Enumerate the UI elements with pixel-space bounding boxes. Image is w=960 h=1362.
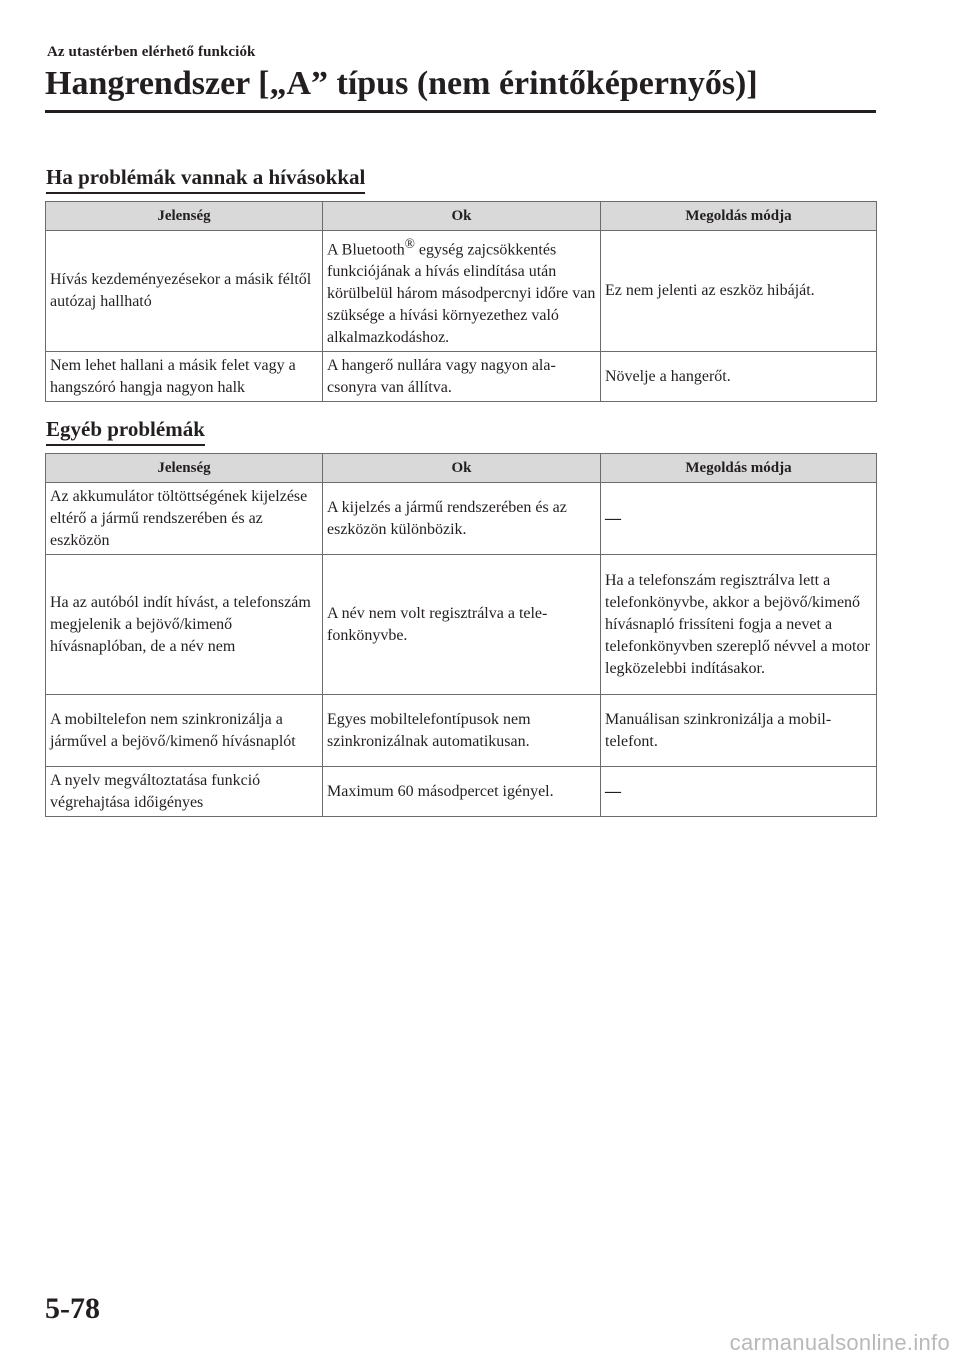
table-row bbox=[46, 352, 877, 402]
solution-cell: Ha a telefonszám regisztrálva lett a telefonkönyvbe, akkor a bejövő/kimenő hívásnapló frissíteni fogja a nevet a telefonkönyvben szereplő névvel a motor legközelebbi indításakor. bbox=[601, 555, 877, 695]
table-row bbox=[46, 231, 877, 352]
table-row bbox=[46, 555, 877, 695]
solution-cell: Növelje a hangerőt. bbox=[601, 352, 877, 402]
page-number: 5-78 bbox=[45, 1292, 100, 1325]
symptom-cell: A mobiltelefon nem szinkronizálja a járművel a bejövő/kimenő hívásnaplót bbox=[46, 695, 323, 767]
section-heading-calls: Ha problémák vannak a hívásokkal bbox=[46, 164, 365, 194]
header-solution: Megoldás módja bbox=[601, 454, 877, 483]
cause-cell: A név nem volt regisztrálva a telefonkönyvbe. bbox=[323, 555, 601, 695]
table-header-row bbox=[46, 454, 877, 483]
cause-cell: Maximum 60 másodpercet igényel. bbox=[323, 767, 601, 817]
page-title: Hangrendszer [„A” típus (nem érintőképernyős)] bbox=[45, 65, 758, 102]
section-heading-other: Egyéb problémák bbox=[46, 416, 205, 446]
table-header-row bbox=[46, 202, 877, 231]
cause-cell: A kijelzés a jármű rendszerében és az eszközön különbözik. bbox=[323, 483, 601, 555]
header-solution: Megoldás módja bbox=[601, 202, 877, 231]
cause-cell: A hangerő nullára vagy nagyon alacsonyra van állítva. bbox=[323, 352, 601, 402]
symptom-cell: Nem lehet hallani a másik felet vagy a hangszóró hangja nagyon halk bbox=[46, 352, 323, 402]
watermark: carmanualsonline.info bbox=[729, 1330, 950, 1355]
cause-cell: Egyes mobiltelefontípusok nem szinkronizálnak automatikusan. bbox=[323, 695, 601, 767]
table-row bbox=[46, 695, 877, 767]
header-cause: Ok bbox=[323, 454, 601, 483]
table-row bbox=[46, 767, 877, 817]
symptom-cell: Hívás kezdeményezésekor a másik féltől autózaj hallható bbox=[46, 231, 323, 352]
cause-text: A Bluetooth bbox=[327, 241, 405, 259]
solution-cell: — bbox=[601, 483, 877, 555]
header-symptom: Jelenség bbox=[46, 202, 323, 231]
solution-cell: Manuálisan szinkronizálja a mobiltelefont. bbox=[601, 695, 877, 767]
symptom-cell: Ha az autóból indít hívást, a telefonszám megjelenik a bejövő/kimenő hívásnaplóban, de a név nem bbox=[46, 555, 323, 695]
symptom-cell: A nyelv megváltoztatása funkció végrehajtása időigényes bbox=[46, 767, 323, 817]
other-troubleshooting-table bbox=[45, 453, 877, 817]
table-row bbox=[46, 483, 877, 555]
title-rule bbox=[45, 110, 876, 113]
solution-cell: Ez nem jelenti az eszköz hibáját. bbox=[601, 231, 877, 352]
running-head: Az utastérben elérhető funkciók bbox=[47, 44, 256, 60]
cause-cell bbox=[323, 231, 601, 352]
solution-cell: — bbox=[601, 767, 877, 817]
cause-text-continued: egység zajcsökkentés funkciójának a hívás elindítása után körülbelül három másodpercnyi időre van szüksége a hívási környezethez való alkalmazkodáshoz. bbox=[327, 241, 596, 347]
calls-troubleshooting-table bbox=[45, 201, 877, 402]
symptom-cell: Az akkumulátor töltöttségének kijelzése eltérő a jármű rendszerében és az eszközön bbox=[46, 483, 323, 555]
header-symptom: Jelenség bbox=[46, 454, 323, 483]
registered-mark: ® bbox=[404, 236, 415, 251]
header-cause: Ok bbox=[323, 202, 601, 231]
